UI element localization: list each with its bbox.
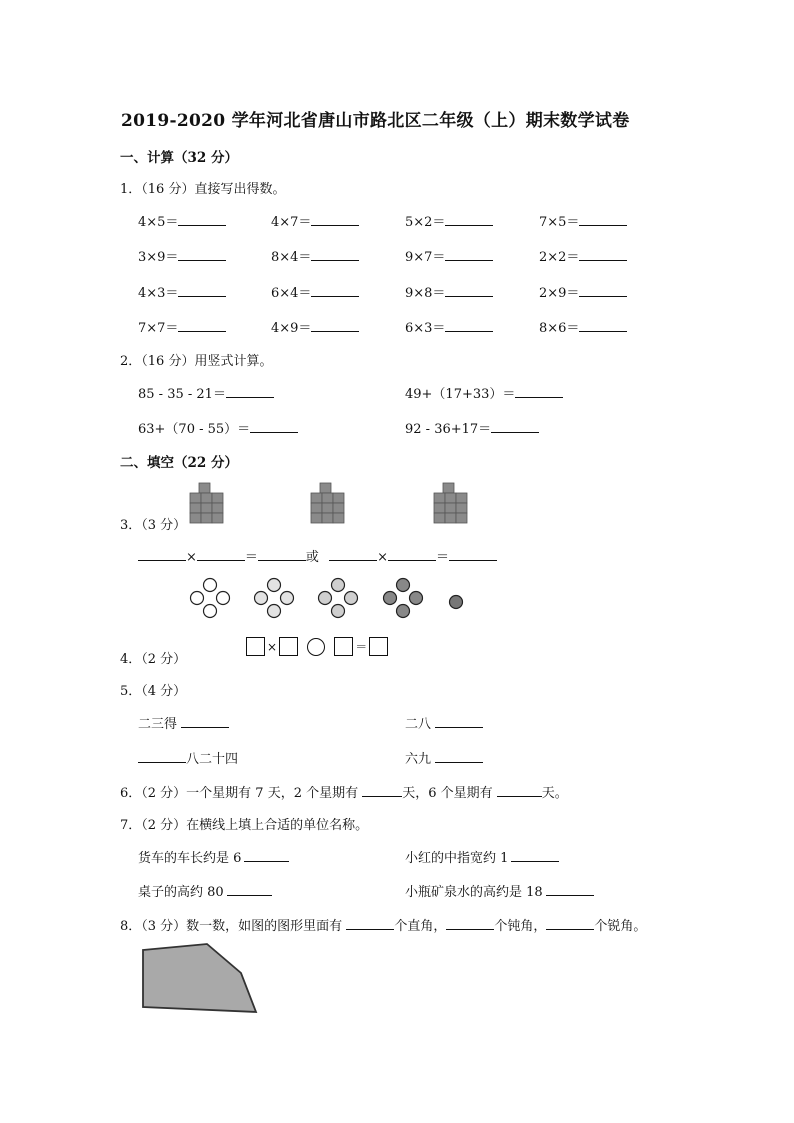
answer-blank[interactable] [181,715,229,728]
q5-item: 六九 [405,748,483,767]
q2-item: 85 - 35 - 21＝ [138,383,274,402]
answer-blank[interactable] [546,883,594,896]
answer-box[interactable] [369,637,388,656]
answer-blank[interactable] [329,548,377,561]
answer-blank[interactable] [197,548,245,561]
q1-item: 2×9＝ [539,282,627,301]
question-8: 8．（3 分）数一数，如图的图形里面有 个直角， 个钝角， 个锐角。 [120,919,647,934]
q5-item: 二八 [405,713,483,732]
q2-item: 49+（17+33）＝ [405,383,563,402]
question-6: 6．（2 分）一个星期有 7 天，2 个星期有 天，6 个星期有 天。 [120,786,568,801]
q1-item: 8×4＝ [271,246,359,265]
answer-blank[interactable] [579,213,627,226]
answer-blank[interactable] [311,248,359,261]
q1-item: 9×7＝ [405,246,493,265]
answer-blank[interactable] [226,385,274,398]
q4-equation-boxes: × ＝ [246,636,388,656]
answer-blank[interactable] [311,319,359,332]
q1-item: 4×5＝ [138,211,226,230]
question-1-label: 1．（16 分）直接写出得数。 [120,182,286,197]
q1-item: 7×7＝ [138,317,226,336]
answer-blank[interactable] [138,750,186,763]
answer-blank[interactable] [244,849,289,862]
q7-item: 货车的车长约是 6 [138,847,289,866]
answer-blank[interactable] [579,319,627,332]
q1-item: 6×3＝ [405,317,493,336]
q1-item: 5×2＝ [405,211,493,230]
operator-circle[interactable] [307,638,325,656]
q1-item: 4×9＝ [271,317,359,336]
answer-blank[interactable] [497,784,542,797]
answer-blank[interactable] [446,917,494,930]
answer-box[interactable] [334,637,353,656]
answer-blank[interactable] [138,548,186,561]
answer-blank[interactable] [346,917,394,930]
q7-item: 桌子的高约 80 [138,881,272,900]
question-3-label: 3．（3 分） [120,518,187,533]
answer-blank[interactable] [178,248,226,261]
cube-stack-figure [188,482,230,524]
question-7-label: 7．（2 分）在横线上填上合适的单位名称。 [120,818,369,833]
polygon-figure [140,940,270,1018]
answer-blank[interactable] [445,213,493,226]
q1-item: 6×4＝ [271,282,359,301]
answer-blank[interactable] [491,420,539,433]
answer-blank[interactable] [388,548,436,561]
q7-item: 小红的中指宽约 1 [405,847,559,866]
section-heading-fill: 二、填空（22 分） [120,455,238,471]
answer-blank[interactable] [250,420,298,433]
q2-item: 63+（70 - 55）＝ [138,418,298,437]
answer-blank[interactable] [311,213,359,226]
q3-equation-row: × ＝ 或 × ＝ [138,546,497,565]
answer-blank[interactable] [311,284,359,297]
answer-blank[interactable] [449,548,497,561]
q1-item: 4×7＝ [271,211,359,230]
answer-blank[interactable] [445,248,493,261]
cube-stack-figure [309,482,351,524]
answer-blank[interactable] [362,784,402,797]
answer-blank[interactable] [579,248,627,261]
page-title: 2019-2020 学年河北省唐山市路北区二年级（上）期末数学试卷 [121,111,630,131]
answer-blank[interactable] [178,319,226,332]
answer-blank[interactable] [435,715,483,728]
answer-blank[interactable] [178,213,226,226]
answer-blank[interactable] [445,284,493,297]
circle-groups-figure [186,577,486,623]
q1-item: 9×8＝ [405,282,493,301]
q5-item: 二三得 [138,713,229,732]
answer-blank[interactable] [178,284,226,297]
answer-blank[interactable] [435,750,483,763]
section-heading-calc: 一、计算（32 分） [120,150,238,166]
q1-item: 8×6＝ [539,317,627,336]
question-2-label: 2．（16 分）用竖式计算。 [120,354,273,369]
question-5-label: 5．（4 分） [120,684,187,699]
q2-item: 92 - 36+17＝ [405,418,539,437]
q7-item: 小瓶矿泉水的高约是 18 [405,881,594,900]
answer-blank[interactable] [511,849,559,862]
answer-blank[interactable] [258,548,306,561]
cube-stack-figure [432,482,474,524]
answer-blank[interactable] [515,385,563,398]
answer-blank[interactable] [546,917,594,930]
question-4-label: 4．（2 分） [120,652,187,667]
answer-blank[interactable] [445,319,493,332]
q5-item: 八二十四 [138,748,238,767]
answer-box[interactable] [246,637,265,656]
q1-item: 2×2＝ [539,246,627,265]
answer-box[interactable] [279,637,298,656]
q1-item: 4×3＝ [138,282,226,301]
q1-item: 3×9＝ [138,246,226,265]
q1-item: 7×5＝ [539,211,627,230]
answer-blank[interactable] [227,883,272,896]
answer-blank[interactable] [579,284,627,297]
